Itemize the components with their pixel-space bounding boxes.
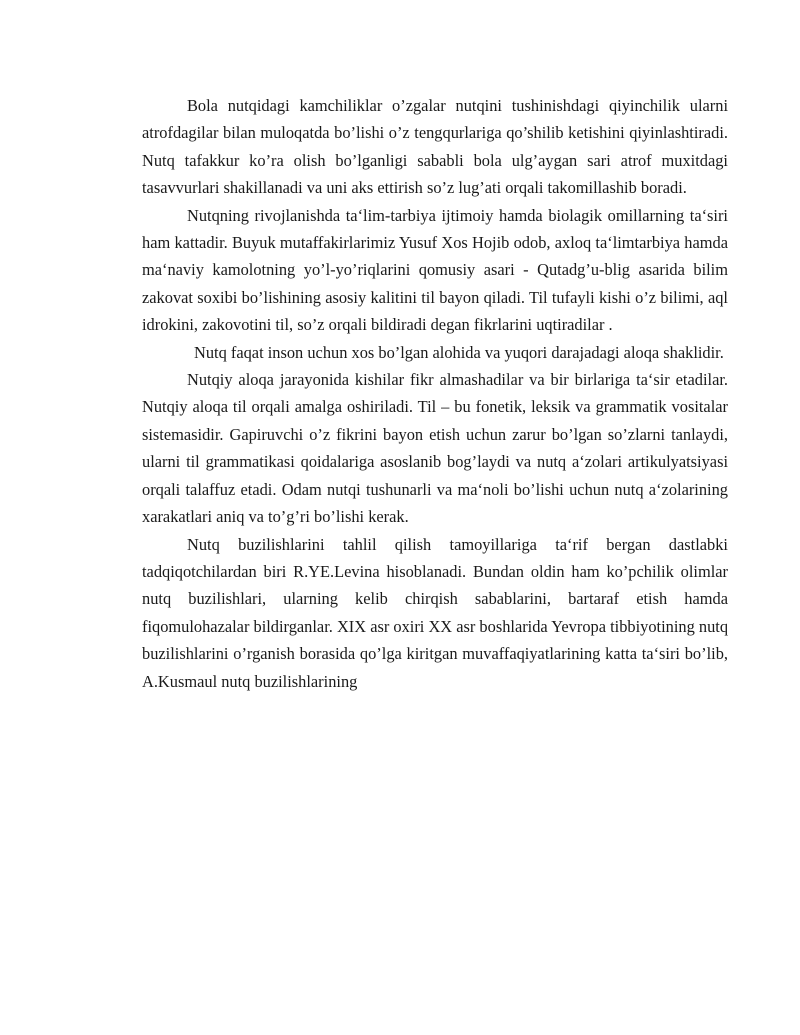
- paragraph-speech-definition: Nutq faqat inson uchun xos bo’lgan alohida va yuqori darajadagi aloqa shaklidir.: [194, 342, 724, 362]
- paragraph-speech-disorders-analysis: Nutq buzilishlarini tahlil qilish tamoyillariga ta‘rif bergan dastlabki tadqiqotchilardan biri R.YE.Levina hisoblanadi. Bundan oldin ham ko’pchilik olimlar nutq buzilishlari, ularning kelib chirqish sabablarini, bartaraf etish hamda fiqomulohazalar bildirganlar. XIX asr oxiri XX asr boshlarida Yevropa tibbiyotining nutq buzilishlarini o’rganish borasida qo’lga kiritgan muvaffaqiyatlarining katta ta‘siri bo’lib, A.Kusmaul nutq buzilishlarining: [142, 534, 729, 691]
- document-body: [142, 92, 728, 695]
- paragraph-speech-communication: Nutqiy aloqa jarayonida kishilar fikr almashadilar va bir birlariga ta‘sir etadilar. Nutqiy aloqa til orqali amalga oshiriladi. Til – bu fonetik, leksik va grammatik vositalar sistemasidir. Gapiruvchi o’z fikrini bayon etish uchun zarur bo’lgan so’zlarni tanlaydi, ularni til grammatikasi qoidalariga asoslanib bog’laydi va nutq a‘zolari artikulyatsiyasi orqali talaffuz etadi. Odam nutqi tushunarli va ma‘noli bo’lishi uchun nutq a‘zolarining xarakatlari aniq va to’g’ri bo’lishi kerak.: [142, 370, 728, 527]
- paragraph-speech-development: Nutqning rivojlanishda ta‘lim-tarbiya ijtimoiy hamda biolagik omillarning ta‘siri ham kattadir. Buyuk mutaffakirlarimiz Yusuf Xos Hojib odob, axloq ta‘limtarbiya hamda ma‘naviy kamolotning yo’l-yo’riqlarini qomusiy asari - Qutadg’u-blig asarida bilim zakovat soxibi bo’lishining asosiy kalitini til bayon qiladi. Til tufayli kishi o’z bilimi, aql idrokini, zakovotini til, so’z orqali bildiradi degan fikrlarini uqtiradilar .: [142, 205, 728, 335]
- paragraph-speech-deficiencies: Bola nutqidagi kamchiliklar o’zgalar nutqini tushinishdagi qiyinchilik ularni atrofdagilar bilan muloqatda bo’lishi o’z tengqurlariga qo’shilib ketishini qiyinlashtiradi. Nutq tafakkur ko’ra olish bo’lganligi sababli bola ulg’aygan sari atrof muxitdagi tasavvurlari shakillanadi va uni aks ettirish so’z lug’ati orqali takomillashib boradi.: [142, 96, 728, 198]
